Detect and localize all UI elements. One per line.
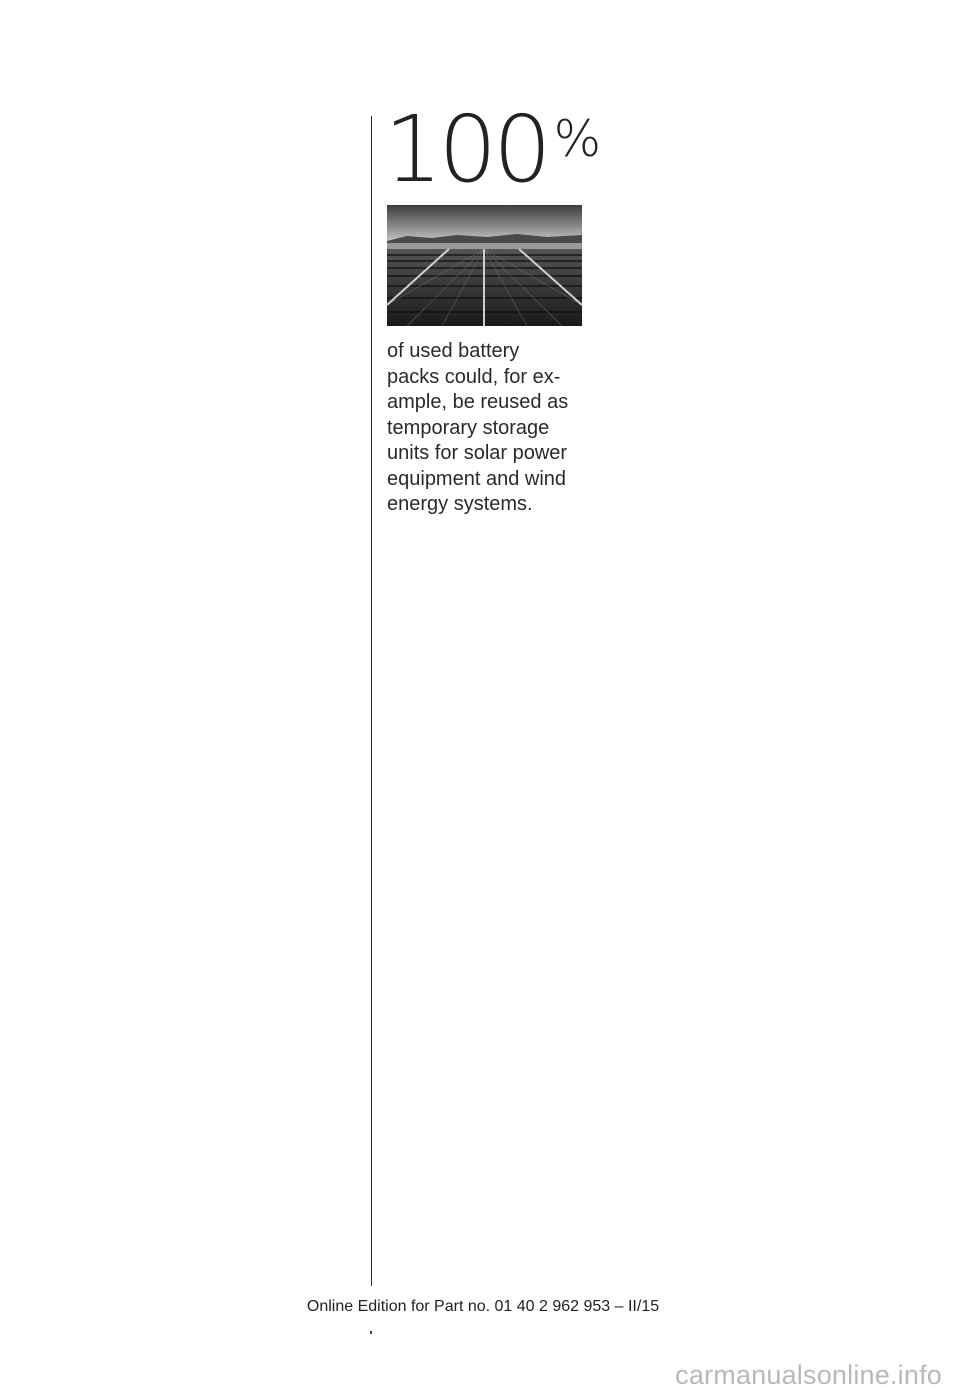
caption-line: units for solar power <box>387 442 568 464</box>
caption-text <box>387 339 587 518</box>
caption-line: packs could, for ex- <box>387 365 561 388</box>
caption-line: temporary storage <box>387 416 550 439</box>
caption-line: equipment and wind <box>387 467 567 490</box>
footer-edition-note: Online Edition for Part no. 01 40 2 962 953 – II/15 <box>306 1298 660 1315</box>
percent-sign: % <box>553 110 602 168</box>
caption-line: ample, be reused as <box>387 391 569 413</box>
caption-line: of used battery <box>387 340 520 362</box>
vertical-divider-line <box>371 116 372 1286</box>
solar-panel-field-photo <box>387 205 582 326</box>
caption-line: energy systems. <box>387 493 533 515</box>
watermark-link[interactable]: carmanualsonline.info <box>675 1360 942 1390</box>
statistic-number: 100 <box>384 96 548 203</box>
page-marker <box>370 1331 372 1334</box>
statistic-heading <box>384 96 602 203</box>
